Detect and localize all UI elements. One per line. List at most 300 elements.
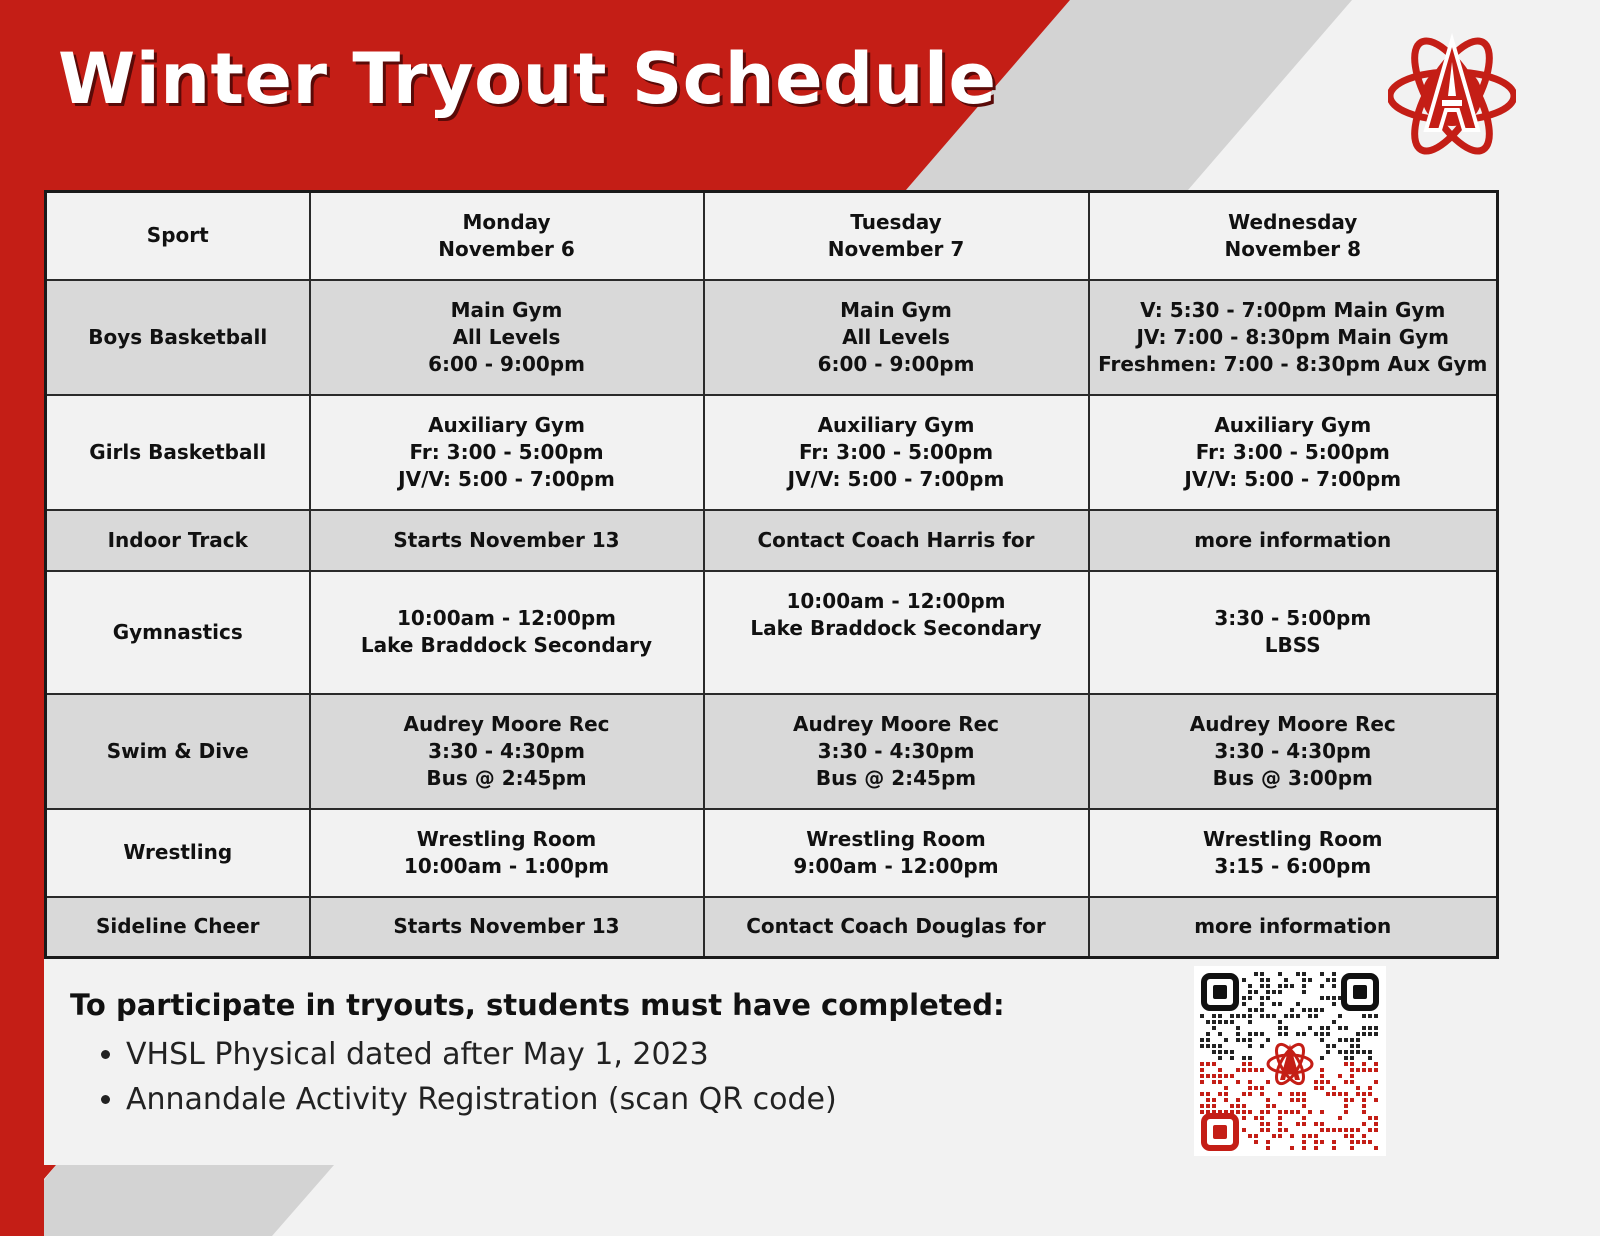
qr-module	[1236, 1110, 1240, 1114]
qr-module	[1368, 1056, 1372, 1060]
qr-module	[1278, 1116, 1282, 1120]
qr-module	[1296, 972, 1300, 976]
qr-module	[1266, 1146, 1270, 1150]
qr-module	[1260, 984, 1264, 988]
qr-module	[1308, 1026, 1312, 1030]
qr-module	[1344, 1062, 1348, 1066]
qr-module	[1344, 1104, 1348, 1108]
qr-module	[1212, 1098, 1216, 1102]
qr-module	[1296, 1002, 1300, 1006]
qr-module	[1356, 1032, 1360, 1036]
qr-module	[1212, 1014, 1216, 1018]
qr-module	[1332, 978, 1336, 982]
qr-module	[1356, 1068, 1360, 1072]
qr-module	[1368, 1128, 1372, 1132]
qr-module	[1200, 1044, 1204, 1048]
qr-module	[1368, 1116, 1372, 1120]
qr-module	[1200, 1110, 1204, 1114]
qr-module	[1260, 1122, 1264, 1126]
qr-module	[1320, 1032, 1324, 1036]
qr-module	[1296, 1110, 1300, 1114]
qr-module	[1332, 1002, 1336, 1006]
qr-module	[1332, 1092, 1336, 1096]
qr-module	[1248, 1134, 1252, 1138]
sport-name: Boys Basketball	[46, 280, 310, 395]
qr-module	[1320, 1086, 1324, 1090]
qr-module	[1260, 978, 1264, 982]
qr-module	[1260, 996, 1264, 1000]
qr-module	[1368, 1014, 1372, 1018]
qr-module	[1236, 1032, 1240, 1036]
qr-module	[1200, 1104, 1204, 1108]
qr-module	[1356, 1128, 1360, 1132]
sport-name: Sideline Cheer	[46, 897, 310, 958]
qr-module	[1242, 1104, 1246, 1108]
qr-module	[1344, 1110, 1348, 1114]
tryout-schedule-table	[44, 190, 1499, 959]
table-row-boys-basketball	[46, 280, 1498, 395]
qr-module	[1254, 1134, 1258, 1138]
qr-module	[1344, 1092, 1348, 1096]
qr-module	[1314, 1014, 1318, 1018]
list-item: • Annandale Activity Registration (scan QR code)	[126, 1077, 1005, 1122]
qr-module	[1260, 1002, 1264, 1006]
header-row	[46, 192, 1498, 280]
qr-module	[1326, 1026, 1330, 1030]
qr-module	[1242, 1092, 1246, 1096]
qr-module	[1308, 978, 1312, 982]
qr-module	[1356, 1044, 1360, 1048]
qr-module	[1236, 1014, 1240, 1018]
qr-module	[1236, 1104, 1240, 1108]
qr-module	[1254, 972, 1258, 976]
qr-module	[1374, 1128, 1378, 1132]
qr-module	[1350, 1128, 1354, 1132]
qr-module	[1320, 1074, 1324, 1078]
qr-module	[1326, 1128, 1330, 1132]
qr-module	[1338, 1116, 1342, 1120]
qr-module	[1314, 1032, 1318, 1036]
qr-module	[1242, 996, 1246, 1000]
school-atom-a-logo-icon	[1388, 18, 1516, 163]
qr-module	[1284, 984, 1288, 988]
qr-module	[1362, 1032, 1366, 1036]
sport-name: Indoor Track	[46, 510, 310, 571]
table-row-sideline-cheer	[46, 897, 1498, 958]
qr-module	[1314, 1140, 1318, 1144]
qr-module	[1290, 1146, 1294, 1150]
qr-module	[1284, 1110, 1288, 1114]
qr-module	[1284, 1128, 1288, 1132]
monday-cell: Starts November 13	[310, 510, 704, 571]
monday-cell: 10:00am - 12:00pm Lake Braddock Secondary	[310, 571, 704, 694]
qr-module	[1254, 1008, 1258, 1012]
qr-module	[1320, 996, 1324, 1000]
qr-module	[1248, 1008, 1252, 1012]
qr-module	[1350, 1146, 1354, 1150]
qr-module	[1302, 990, 1306, 994]
qr-module	[1350, 1080, 1354, 1084]
qr-module	[1284, 1026, 1288, 1030]
qr-module	[1254, 1116, 1258, 1120]
wednesday-cell: V: 5:30 - 7:00pm Main Gym JV: 7:00 - 8:30pm Main Gym Freshmen: 7:00 - 8:30pm Aux Gym	[1089, 280, 1498, 395]
qr-module	[1260, 1086, 1264, 1090]
qr-module	[1344, 1056, 1348, 1060]
qr-module	[1284, 1014, 1288, 1018]
qr-module	[1314, 1134, 1318, 1138]
qr-module	[1218, 1032, 1222, 1036]
qr-module	[1224, 1074, 1228, 1078]
qr-module	[1344, 1128, 1348, 1132]
qr-module	[1236, 1026, 1240, 1030]
qr-module	[1302, 1098, 1306, 1102]
qr-module	[1266, 1014, 1270, 1018]
list-item: • VHSL Physical dated after May 1, 2023	[126, 1032, 1005, 1077]
qr-module	[1368, 1086, 1372, 1090]
qr-module	[1218, 1020, 1222, 1024]
qr-module	[1260, 1128, 1264, 1132]
qr-module	[1200, 1038, 1204, 1042]
qr-module	[1314, 1080, 1318, 1084]
qr-module	[1230, 1014, 1234, 1018]
qr-module	[1296, 1098, 1300, 1102]
qr-module	[1326, 1080, 1330, 1084]
qr-module	[1332, 1020, 1336, 1024]
qr-module	[1356, 1092, 1360, 1096]
qr-module	[1296, 1014, 1300, 1018]
qr-module	[1350, 1068, 1354, 1072]
sport-name: Wrestling	[46, 809, 310, 897]
qr-module	[1344, 1026, 1348, 1030]
qr-module	[1278, 1122, 1282, 1126]
qr-module	[1350, 1056, 1354, 1060]
table-row-gymnastics	[46, 571, 1498, 694]
qr-module	[1236, 1080, 1240, 1084]
qr-module	[1230, 1074, 1234, 1078]
requirements-list	[70, 1032, 1005, 1122]
qr-module	[1254, 1068, 1258, 1072]
qr-module	[1332, 1086, 1336, 1090]
qr-module	[1308, 1008, 1312, 1012]
qr-module	[1362, 1068, 1366, 1072]
gray-diagonal-band-bottom	[0, 1165, 334, 1236]
qr-module	[1206, 1092, 1210, 1096]
qr-module	[1248, 1032, 1252, 1036]
qr-module	[1248, 1044, 1252, 1048]
qr-module	[1212, 1074, 1216, 1078]
qr-module	[1368, 1092, 1372, 1096]
monday-cell: Starts November 13	[310, 897, 704, 958]
qr-module	[1338, 1050, 1342, 1054]
qr-module	[1290, 1008, 1294, 1012]
qr-module	[1344, 1038, 1348, 1042]
qr-module	[1302, 1140, 1306, 1144]
qr-module	[1356, 1140, 1360, 1144]
qr-module	[1290, 984, 1294, 988]
qr-module	[1314, 1146, 1318, 1150]
qr-module	[1374, 1146, 1378, 1150]
qr-module	[1290, 1134, 1294, 1138]
wednesday-cell: Auxiliary Gym Fr: 3:00 - 5:00pm JV/V: 5:00 - 7:00pm	[1089, 395, 1498, 510]
qr-module	[1302, 984, 1306, 988]
qr-module	[1242, 1002, 1246, 1006]
qr-module	[1218, 1044, 1222, 1048]
qr-module	[1362, 1110, 1366, 1114]
qr-module	[1320, 1068, 1324, 1072]
qr-module	[1260, 1044, 1264, 1048]
qr-module	[1212, 1026, 1216, 1030]
qr-module	[1332, 996, 1336, 1000]
qr-module	[1230, 1056, 1234, 1060]
qr-module	[1230, 1020, 1234, 1024]
qr-module	[1344, 1050, 1348, 1054]
qr-module	[1338, 1014, 1342, 1018]
qr-module	[1308, 1014, 1312, 1018]
qr-module	[1200, 1092, 1204, 1096]
qr-module	[1242, 1062, 1246, 1066]
qr-module	[1314, 1086, 1318, 1090]
qr-module	[1278, 972, 1282, 976]
qr-module	[1296, 1092, 1300, 1096]
qr-module	[1344, 1098, 1348, 1102]
qr-module	[1272, 1002, 1276, 1006]
qr-module	[1302, 1104, 1306, 1108]
qr-module	[1278, 1032, 1282, 1036]
qr-module	[1266, 1140, 1270, 1144]
qr-module	[1320, 1140, 1324, 1144]
qr-module	[1308, 1134, 1312, 1138]
qr-module	[1362, 1092, 1366, 1096]
qr-module	[1254, 1140, 1258, 1144]
qr-module	[1200, 1080, 1204, 1084]
qr-module	[1266, 1110, 1270, 1114]
qr-module	[1254, 1032, 1258, 1036]
qr-module	[1248, 1086, 1252, 1090]
red-left-edge	[0, 190, 44, 1236]
qr-module	[1338, 1092, 1342, 1096]
qr-module	[1248, 1062, 1252, 1066]
qr-module	[1248, 1038, 1252, 1042]
qr-module	[1326, 978, 1330, 982]
qr-module	[1350, 1050, 1354, 1054]
qr-module	[1212, 1050, 1216, 1054]
qr-module	[1206, 1074, 1210, 1078]
qr-module	[1302, 1032, 1306, 1036]
qr-module	[1374, 1026, 1378, 1030]
table-row-swim-dive	[46, 694, 1498, 809]
qr-module	[1206, 1044, 1210, 1048]
qr-module	[1278, 1110, 1282, 1114]
qr-module	[1248, 990, 1252, 994]
qr-module	[1290, 1014, 1294, 1018]
qr-module	[1254, 1086, 1258, 1090]
qr-module	[1296, 1032, 1300, 1036]
monday-cell: Main Gym All Levels 6:00 - 9:00pm	[310, 280, 704, 395]
qr-module	[1236, 1038, 1240, 1042]
qr-module	[1350, 1062, 1354, 1066]
sport-name: Swim & Dive	[46, 694, 310, 809]
qr-module	[1344, 1134, 1348, 1138]
qr-module	[1248, 1092, 1252, 1096]
qr-module	[1224, 1050, 1228, 1054]
tuesday-cell: 10:00am - 12:00pm Lake Braddock Secondary	[704, 571, 1089, 694]
qr-module	[1266, 1128, 1270, 1132]
monday-cell: Auxiliary Gym Fr: 3:00 - 5:00pm JV/V: 5:00 - 7:00pm	[310, 395, 704, 510]
qr-module	[1224, 1098, 1228, 1102]
qr-module	[1290, 1092, 1294, 1096]
qr-module	[1338, 1026, 1342, 1030]
qr-module	[1272, 1104, 1276, 1108]
page-title: Winter Tryout Schedule	[58, 38, 997, 120]
qr-module	[1362, 1014, 1366, 1018]
qr-module	[1266, 990, 1270, 994]
qr-module	[1218, 1014, 1222, 1018]
qr-module	[1350, 1044, 1354, 1048]
requirements-section	[70, 988, 1005, 1122]
qr-module	[1374, 1014, 1378, 1018]
tuesday-cell: Auxiliary Gym Fr: 3:00 - 5:00pm JV/V: 5:00 - 7:00pm	[704, 395, 1089, 510]
qr-module	[1326, 1092, 1330, 1096]
qr-module	[1218, 1074, 1222, 1078]
qr-module	[1350, 1134, 1354, 1138]
qr-module	[1326, 1032, 1330, 1036]
qr-module	[1260, 1116, 1264, 1120]
qr-module	[1260, 972, 1264, 976]
qr-module	[1218, 1050, 1222, 1054]
qr-module	[1374, 1098, 1378, 1102]
qr-module	[1278, 1020, 1282, 1024]
qr-module	[1266, 996, 1270, 1000]
qr-module	[1278, 1128, 1282, 1132]
qr-module	[1242, 1014, 1246, 1018]
qr-module	[1200, 1062, 1204, 1066]
qr-module	[1374, 1062, 1378, 1066]
qr-module	[1374, 1068, 1378, 1072]
qr-module	[1368, 1026, 1372, 1030]
qr-module	[1236, 1068, 1240, 1072]
qr-module	[1248, 1014, 1252, 1018]
qr-module	[1224, 1020, 1228, 1024]
qr-module	[1320, 1008, 1324, 1012]
qr-module	[1206, 1098, 1210, 1102]
qr-module	[1248, 1080, 1252, 1084]
column-header-wednesday: Wednesday November 8	[1089, 192, 1498, 280]
qr-module	[1266, 978, 1270, 982]
qr-module	[1230, 1050, 1234, 1054]
qr-module	[1320, 1026, 1324, 1030]
tuesday-cell: Contact Coach Douglas for	[704, 897, 1089, 958]
qr-module	[1224, 1086, 1228, 1090]
qr-module	[1356, 1038, 1360, 1042]
qr-module	[1302, 1122, 1306, 1126]
qr-module	[1212, 1104, 1216, 1108]
qr-module	[1368, 1068, 1372, 1072]
wednesday-cell: 3:30 - 5:00pm LBSS	[1089, 571, 1498, 694]
qr-module	[1332, 1146, 1336, 1150]
qr-module	[1212, 1020, 1216, 1024]
monday-cell: Audrey Moore Rec 3:30 - 4:30pm Bus @ 2:45pm	[310, 694, 704, 809]
qr-module	[1206, 1062, 1210, 1066]
qr-module	[1260, 1110, 1264, 1114]
qr-module	[1218, 1080, 1222, 1084]
qr-module	[1326, 1050, 1330, 1054]
qr-module	[1260, 1068, 1264, 1072]
qr-module	[1248, 1068, 1252, 1072]
wednesday-cell: Wrestling Room 3:15 - 6:00pm	[1089, 809, 1498, 897]
qr-module	[1248, 1056, 1252, 1060]
qr-module	[1302, 978, 1306, 982]
qr-module	[1206, 1038, 1210, 1042]
qr-module	[1272, 1134, 1276, 1138]
qr-module	[1206, 1104, 1210, 1108]
qr-module	[1266, 1080, 1270, 1084]
qr-module	[1278, 1002, 1282, 1006]
qr-module	[1272, 990, 1276, 994]
qr-module	[1242, 1110, 1246, 1114]
qr-module	[1338, 1128, 1342, 1132]
wednesday-cell: more information	[1089, 897, 1498, 958]
qr-module	[1200, 1074, 1204, 1078]
qr-module	[1344, 1080, 1348, 1084]
table-row-wrestling	[46, 809, 1498, 897]
qr-module	[1278, 984, 1282, 988]
qr-module	[1248, 1020, 1252, 1024]
qr-module	[1350, 1038, 1354, 1042]
qr-module	[1266, 1098, 1270, 1102]
qr-module	[1374, 1080, 1378, 1084]
qr-module	[1206, 1032, 1210, 1036]
qr-module	[1314, 1122, 1318, 1126]
qr-module	[1302, 1116, 1306, 1120]
qr-module	[1248, 1110, 1252, 1114]
qr-module	[1266, 1038, 1270, 1042]
qr-module	[1230, 1104, 1234, 1108]
qr-module	[1320, 1038, 1324, 1042]
qr-module	[1224, 1092, 1228, 1096]
tuesday-cell: Audrey Moore Rec 3:30 - 4:30pm Bus @ 2:45pm	[704, 694, 1089, 809]
tuesday-cell: Wrestling Room 9:00am - 12:00pm	[704, 809, 1089, 897]
qr-module	[1254, 990, 1258, 994]
qr-module	[1320, 1122, 1324, 1126]
qr-module	[1350, 1140, 1354, 1144]
qr-module	[1362, 1134, 1366, 1138]
qr-module	[1338, 1038, 1342, 1042]
qr-module	[1224, 1038, 1228, 1042]
qr-module	[1242, 1038, 1246, 1042]
column-header-sport: Sport	[46, 192, 310, 280]
qr-module	[1308, 1110, 1312, 1114]
qr-module	[1368, 1050, 1372, 1054]
qr-module	[1332, 972, 1336, 976]
tuesday-cell: Main Gym All Levels 6:00 - 9:00pm	[704, 280, 1089, 395]
qr-code-icon[interactable]	[1194, 966, 1386, 1156]
qr-module	[1356, 1050, 1360, 1054]
qr-module	[1314, 1008, 1318, 1012]
qr-module	[1278, 1026, 1282, 1030]
qr-module	[1332, 1044, 1336, 1048]
qr-module	[1320, 1128, 1324, 1132]
qr-module	[1290, 1110, 1294, 1114]
qr-module	[1338, 1074, 1342, 1078]
qr-module	[1362, 1050, 1366, 1054]
qr-module	[1206, 1020, 1210, 1024]
qr-module	[1374, 1116, 1378, 1120]
wednesday-cell: more information	[1089, 510, 1498, 571]
qr-module	[1266, 984, 1270, 988]
qr-module	[1242, 1128, 1246, 1132]
qr-module	[1242, 1068, 1246, 1072]
qr-module	[1362, 1122, 1366, 1126]
